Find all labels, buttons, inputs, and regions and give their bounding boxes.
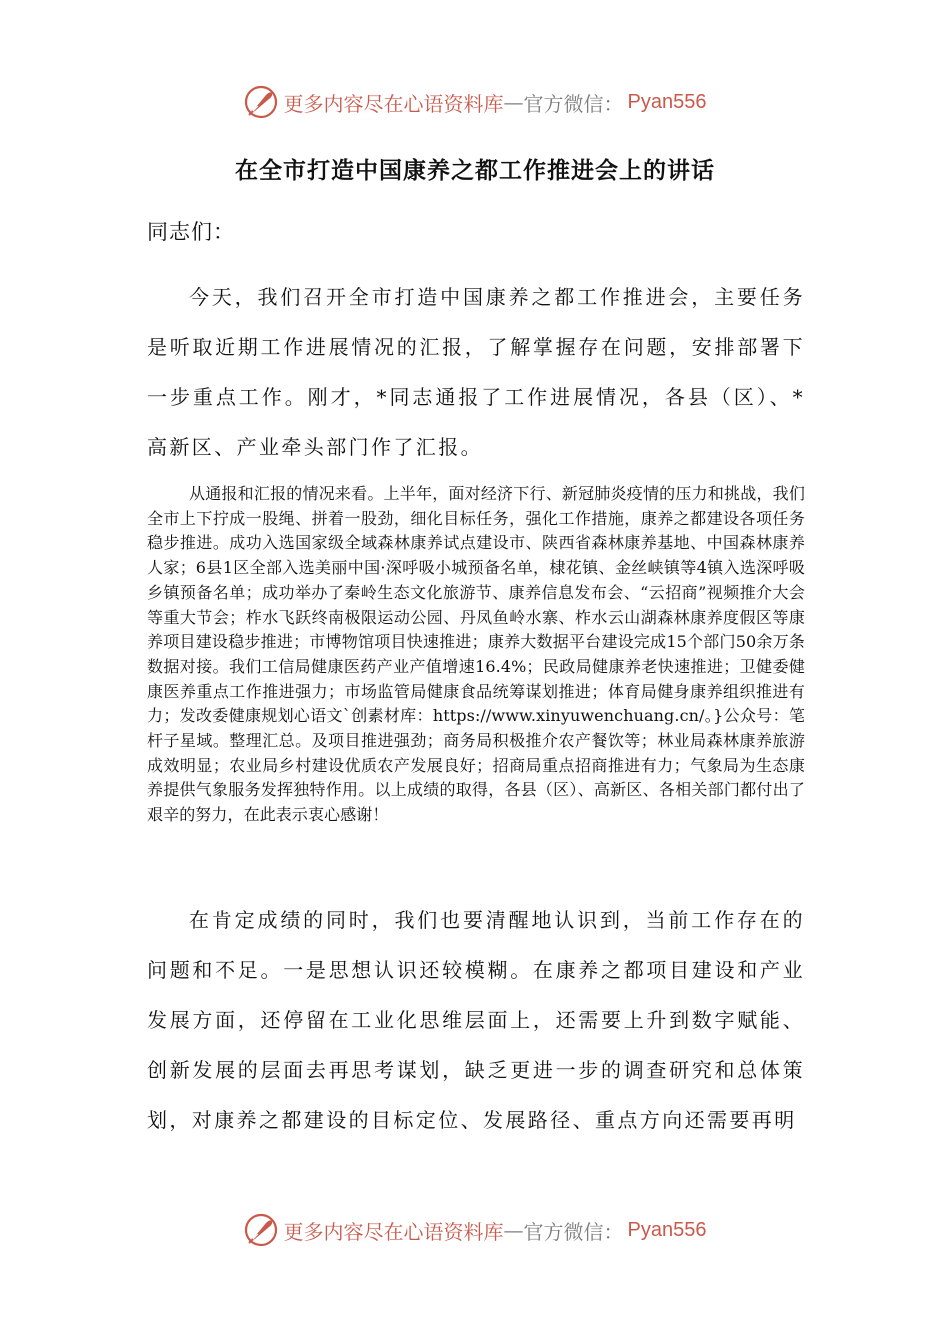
watermark-wechat-id: Pyan556 xyxy=(627,1218,707,1241)
paragraph-intro: 今天，我们召开全市打造中国康养之都工作推进会，主要任务是听取近期工作进展情况的汇报，了解掌握存在问题，安排部署下一步重点工作。刚才，*同志通报了工作进展情况，各县（区）、*高新区、产业牵头部门作了汇报。 xyxy=(147,285,805,459)
paragraph-problems: 在肯定成绩的同时，我们也要清醒地认识到，当前工作存在的问题和不足。一是思想认识还较模糊。在康养之都项目建设和产业发展方面，还停留在工业化思维层面上，还需要上升到数字赋能、创新发展的层面去再思考谋划，缺乏更进一步的调查研究和总体策划，对康养之都建设的目标定位、发展路径、重点方向还需要再明 xyxy=(147,908,805,1132)
quill-pen-logo-icon xyxy=(244,1213,278,1247)
watermark-main-text: 更多内容尽在心语资料库 xyxy=(283,91,504,116)
watermark-main-text: 更多内容尽在心语资料库 xyxy=(283,1219,504,1244)
watermark-wechat-id: Pyan556 xyxy=(627,90,707,113)
watermark-official-label: 官方微信： xyxy=(523,1219,624,1244)
quill-pen-logo-icon xyxy=(244,85,278,119)
salutation: 同志们： xyxy=(147,220,235,244)
watermark-official-label: 官方微信： xyxy=(523,91,624,116)
watermark-footer xyxy=(0,1208,950,1252)
watermark-header xyxy=(0,80,950,124)
watermark-dash: — xyxy=(503,90,524,114)
watermark-dash: — xyxy=(503,1218,524,1242)
document-title: 在全市打造中国康养之都工作推进会上的讲话 xyxy=(235,158,715,184)
paragraph-achievements: 从通报和汇报的情况来看。上半年，面对经济下行、新冠肺炎疫情的压力和挑战，我们全市上下拧成一股绳、拼着一股劲，细化目标任务，强化工作措施，康养之都建设各项任务稳步推进。成功入选国家级全域森林康养试点建设市、陕西省森林康养基地、中国森林康养人家；6县1区全部入选美丽中国·深呼吸小城预备名单，棣花镇、金丝峡镇等4镇入选深呼吸乡镇预备名单；成功举办了秦岭生态文化旅游节、康养信息发布会、“云招商”视频推介大会等重大节会；柞水飞跃终南极限运动公园、丹凤鱼岭水寨、柞水云山湖森林康养度假区等康养项目建设稳步推进；市博物馆项目快速推进；康养大数据平台建设完成15个部门50余万条数据对接。我们工信局健康医药产业产值增速16.4%；民政局健康养老快速推进；卫健委健康医养重点工作推进强力；市场监管局健康食品统筹谋划推进；体育局健身康养组织推进有力；发改委健康规划心语文`创素材库：https://www.xinyuwenchuang.cn/。}公众号：笔杆子星域。整理汇总。及项目推进强劲；商务局积极推介农产餐饮等；林业局森林康养旅游成效明显；农业局乡村建设优质农产发展良好；招商局重点招商推进有力；气象局为生态康养提供气象服务发挥独特作用。以上成绩的取得，各县（区）、高新区、各相关部门都付出了艰辛的努力，在此表示衷心感谢！ xyxy=(147,484,805,825)
